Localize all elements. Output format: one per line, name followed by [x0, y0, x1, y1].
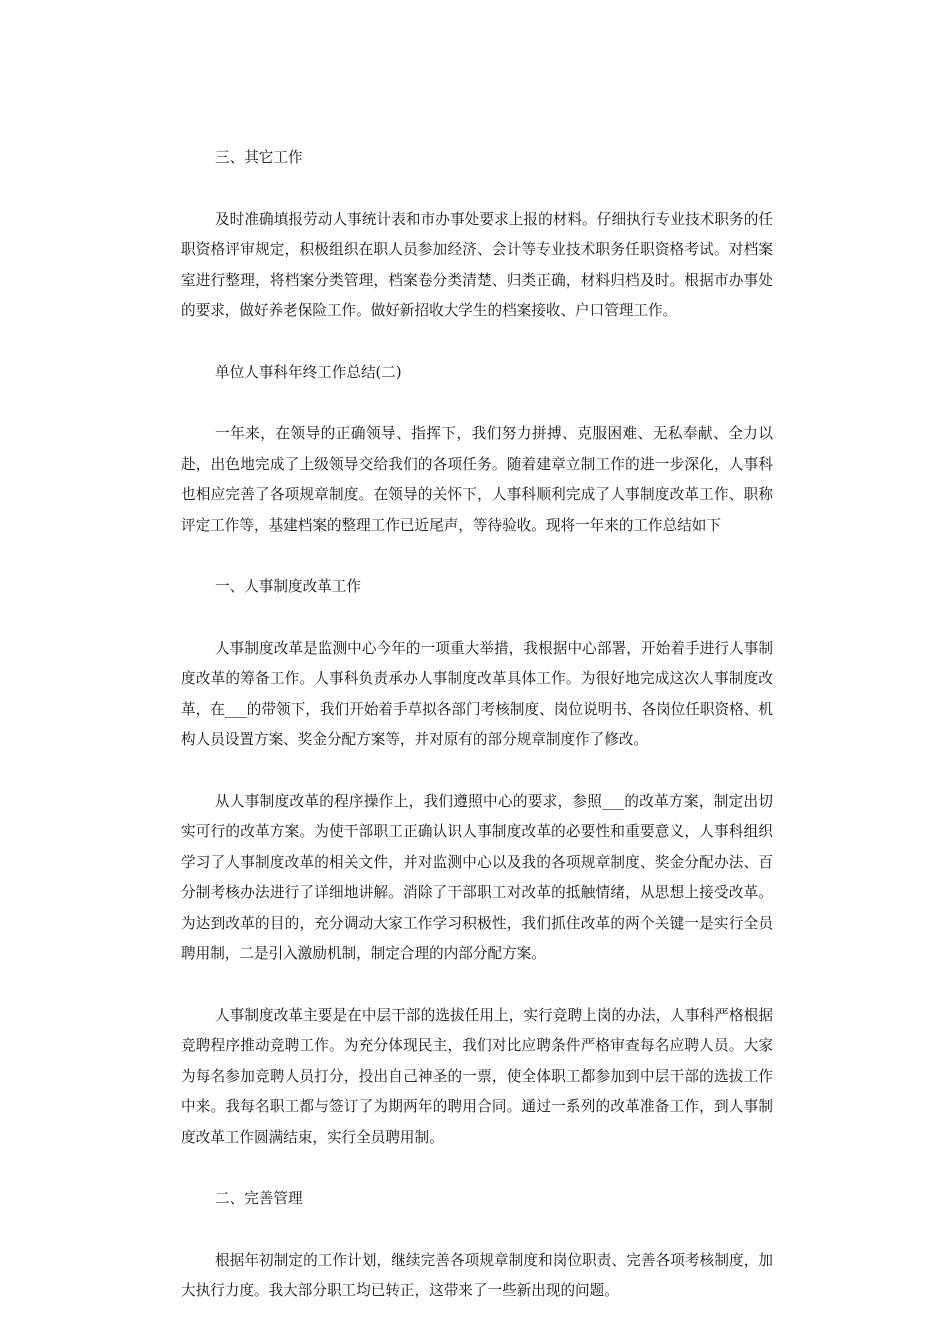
paragraph-spacer	[181, 970, 773, 1001]
paragraph-spacer	[181, 327, 773, 358]
paragraph-spacer	[181, 1215, 773, 1246]
section-heading-reform: 一、人事制度改革工作	[215, 578, 361, 595]
paragraph-spacer	[181, 603, 773, 634]
paragraph-reform-3: 人事制度改革主要是在中层干部的选拔任用上，实行竞聘上岗的办法，人事科严格根据竞聘程序推动竞聘工作。为充分体现民主，我们对比应聘条件严格审查每名应聘人员。大家为每名参加竞聘人员打分，投出自己神圣的一票，使全体职工都参加到中层干部的选拔工作中来。我每名职工都与签订了为期两年的聘用合同。通过一系列的改革准备工作，到人事制度改革工作圆满结束，实行全员聘用制。	[181, 1006, 773, 1146]
section-heading-other-work: 三、其它工作	[215, 149, 303, 166]
paragraph-other-work: 及时准确填报劳动人事统计表和市办事处要求上报的材料。仔细执行专业技术职务的任职资格评审规定，积极组织在职人员参加经济、会计等专业技术职务任职资格考试。对档案室进行整理，将档案分类管理，档案卷分类清楚、归类正确，材料归档及时。根据市办事处的要求，做好养老保险工作。做好新招收大学生的档案接收、户口管理工作。	[181, 210, 773, 319]
paragraph-spacer	[181, 388, 773, 419]
paragraph-spacer	[181, 174, 773, 205]
paragraph-spacer	[181, 541, 773, 572]
paragraph-reform-1: 人事制度改革是监测中心今年的一项重大举措，我根据中心部署，开始着手进行人事制度改革的筹备工作。人事科负责承办人事制度改革具体工作。为很好地完成这次人事制度改革，在___的带领下，我们开始着手草拟各部门考核制度、岗位说明书、各岗位任职资格、机构人员设置方案、奖金分配方案等，并对原有的部分规章制度作了修改。	[181, 639, 773, 748]
document-body	[181, 143, 773, 1307]
paragraph-intro: 一年来，在领导的正确领导、指挥下，我们努力拼搏、克服困难、无私奉献、全力以赴，出色地完成了上级领导交给我们的各项任务。随着建章立制工作的进一步深化，人事科也相应完善了各项规章制度。在领导的关怀下，人事科顺利完成了人事制度改革工作、职称评定工作等，基建档案的整理工作已近尾声，等待验收。现将一年来的工作总结如下	[181, 425, 773, 534]
paragraph-spacer	[181, 1153, 773, 1184]
section-heading-management: 二、完善管理	[215, 1190, 303, 1207]
paragraph-management: 根据年初制定的工作计划，继续完善各项规章制度和岗位职责、完善各项考核制度，加大执行力度。我大部分职工均已转正，这带来了一些新出现的问题。	[181, 1251, 773, 1299]
paragraph-spacer	[181, 756, 773, 787]
document-subtitle: 单位人事科年终工作总结(二)	[215, 363, 402, 381]
paragraph-reform-2: 从人事制度改革的程序操作上，我们遵照中心的要求，参照___的改革方案，制定出切实可行的改革方案。为使干部职工正确认识人事制度改革的必要性和重要意义，人事科组织学习了人事制度改革的相关文件，并对监测中心以及我的各项规章制度、奖金分配办法、百分制考核办法进行了详细地讲解。消除了干部职工对改革的抵触情绪，从思想上接受改革。为达到改革的目的，充分调动大家工作学习积极性，我们抓住改革的两个关键一是实行全员聘用制，二是引入激励机制，制定合理的内部分配方案。	[181, 792, 773, 962]
